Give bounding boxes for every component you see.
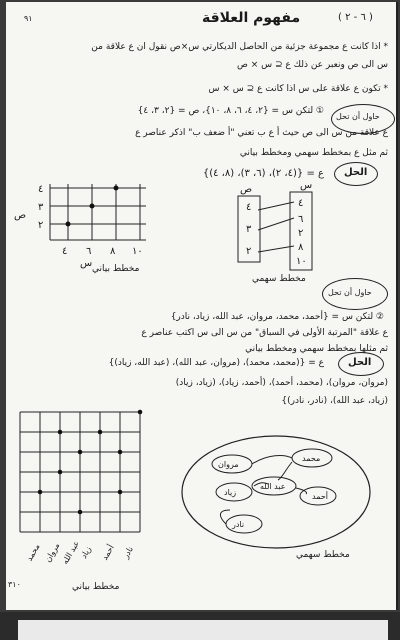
definition-line-3: * تكون ع علاقة على س اذا كانت ع ⊆ س × س — [208, 84, 388, 94]
definition-line-2: س الى ص ونعبر عن ذلك ع ⊆ س × ص — [237, 60, 388, 70]
graph-1-xtick: ١٠ — [132, 246, 143, 257]
arrow-2-name: زياد — [224, 488, 237, 497]
page-title: مفهوم العلاقة — [202, 10, 301, 26]
graph-1-ytick: ٤ — [38, 184, 44, 195]
graph-2-xtick: زياد — [79, 545, 93, 560]
next-page-edge — [18, 620, 388, 640]
graph-1-xtick: ٦ — [86, 246, 92, 257]
arrow-2-set — [182, 436, 370, 548]
lesson-number: ( ٦ - ٢ ) — [338, 12, 373, 23]
graph-1-ytick: ٣ — [38, 202, 44, 213]
graph-1-point — [114, 186, 119, 191]
exercise-2-question-3: ثم مثلها بمخطط سهمي ومخطط بياني — [245, 344, 388, 354]
arrow-1-right-element: ٢ — [298, 228, 304, 239]
graph-1-axis-label-x: س — [80, 258, 93, 269]
solution-text-2-line-3: (زياد، عبد الله)، (نادر، نادر)} — [281, 396, 388, 406]
arrow-2-name: مروان — [218, 460, 239, 469]
worksheet-page — [6, 2, 398, 610]
graph-1-grid — [50, 184, 146, 240]
exercise-2-question-2: ع علاقة "المرتبة الأولى في السباق" من س الى س اكتب عناصر ع — [141, 328, 388, 338]
arrow-1-sets — [238, 192, 312, 270]
exercise-1-question-1: ① لتكن س = {٢، ٤، ٦، ٨، ١٠}، ص = {٢، ٣، ٤} — [137, 106, 324, 116]
arrow-2-caption: مخطط سهمي — [296, 550, 350, 560]
solution-text-2-line-1: ع = {(محمد، محمد)، (مروان، عبد الله)، (عبد الله، زياد)} — [108, 358, 324, 368]
try-to-solve-label-1: حاول أن تحل — [336, 112, 380, 121]
arrow-1-right-element: ٦ — [298, 214, 304, 225]
definition-line-1: * اذا كانت ع مجموعة جزئية من الحاصل الديكارتي س×ص نقول ان ع علاقة من — [91, 42, 388, 52]
arrow-2-arrows — [212, 449, 336, 533]
graph-2-xtick: مروان — [43, 541, 62, 564]
arrow-1-left-element: ٤ — [246, 202, 252, 213]
page-footer-number: ٣١٠ — [8, 580, 21, 589]
graph-2-xtick: نادر — [121, 545, 135, 560]
arrow-2-name: محمد — [302, 454, 321, 463]
arrow-1-right-set-label: س — [300, 180, 313, 191]
solution-text-1: ع = {(٤، ٢)، (٦، ٣)، (٨، ٤)} — [202, 168, 324, 179]
solution-text-2-line-2: (مروان، مروان)، (محمد، أحمد)، (أحمد، زياد)، (زياد، زياد) — [175, 378, 388, 388]
graph-2-points — [38, 410, 143, 515]
graph-1-xtick: ٤ — [62, 246, 68, 257]
graph-2-xtick: أحمد — [100, 543, 116, 562]
graph-2-xtick: محمد — [24, 542, 42, 563]
arrow-2-name: عبد الله — [260, 482, 286, 491]
arrow-1-left-set-label: ص — [240, 184, 253, 195]
try-to-solve-label-2: حاول أن تحل — [328, 288, 372, 297]
diagram-drawings — [6, 2, 398, 610]
graph-1-point — [90, 204, 95, 209]
graph-1-point — [66, 222, 71, 227]
arrow-1-caption: مخطط سهمي — [252, 274, 306, 284]
solution-label-1: الحل — [344, 167, 368, 178]
arrow-2-name: نادر — [232, 520, 245, 529]
graph-1-xtick: ٨ — [110, 246, 116, 257]
arrow-1-right-element: ١٠ — [296, 256, 307, 267]
graph-1-caption: مخطط بياني — [92, 264, 140, 274]
graph-1-axis-label-y: ص — [14, 210, 27, 221]
graph-2-caption: مخطط بياني — [72, 582, 120, 592]
page-number: ٩١ — [24, 14, 33, 23]
solution-label-2: الحل — [348, 357, 372, 368]
arrow-1-right-element: ٨ — [298, 242, 304, 253]
arrow-1-right-element: ٤ — [298, 198, 304, 209]
arrow-2-name: أحمد — [312, 492, 328, 501]
graph-2-xtick: عبد الله — [60, 539, 82, 566]
exercise-1-question-3: ثم مثل ع بمخطط سهمي ومخطط بياني — [239, 148, 388, 158]
arrow-1-left-element: ٣ — [246, 224, 252, 235]
exercise-2-question-1: ② لتكن س = {أحمد، محمد، مروان، عبد الله، زياد، نادر} — [170, 312, 384, 322]
exercise-1-question-2: ع علاقة من س الى ص حيث أ ع ب تعني "أ ضعف ب" اذكر عناصر ع — [135, 128, 388, 138]
graph-1-ytick: ٢ — [38, 220, 44, 231]
arrow-1-left-element: ٢ — [246, 246, 252, 257]
